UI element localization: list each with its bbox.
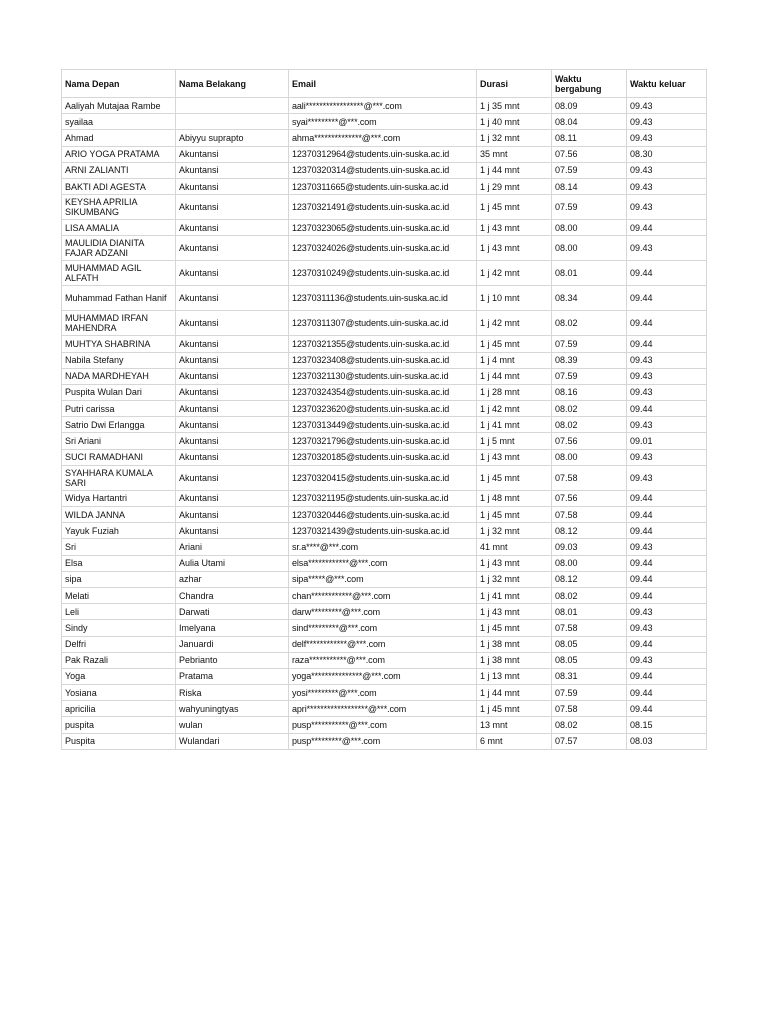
last-name-cell: Pratama bbox=[176, 668, 289, 684]
attendance-sheet bbox=[61, 69, 706, 750]
email-cell: 12370310249@students.uin-suska.ac.id bbox=[289, 261, 477, 286]
table-row bbox=[62, 130, 707, 146]
first-name-cell: sipa bbox=[62, 571, 176, 587]
join-time-cell: 08.34 bbox=[552, 286, 627, 311]
leave-time-cell: 09.44 bbox=[627, 286, 707, 311]
table-row bbox=[62, 98, 707, 114]
first-name-cell: Puspita Wulan Dari bbox=[62, 384, 176, 400]
header-join-time: Waktu bergabung bbox=[552, 70, 627, 98]
last-name-cell: Darwati bbox=[176, 604, 289, 620]
header-row bbox=[62, 70, 707, 98]
first-name-cell: MUHAMMAD IRFAN MAHENDRA bbox=[62, 311, 176, 336]
leave-time-cell: 09.43 bbox=[627, 539, 707, 555]
duration-cell: 1 j 44 mnt bbox=[477, 162, 552, 178]
join-time-cell: 07.56 bbox=[552, 433, 627, 449]
duration-cell: 1 j 29 mnt bbox=[477, 178, 552, 194]
last-name-cell bbox=[176, 114, 289, 130]
join-time-cell: 08.04 bbox=[552, 114, 627, 130]
table-row bbox=[62, 261, 707, 286]
first-name-cell: SUCI RAMADHANI bbox=[62, 449, 176, 465]
first-name-cell: MUHTYA SHABRINA bbox=[62, 336, 176, 352]
leave-time-cell: 08.15 bbox=[627, 717, 707, 733]
leave-time-cell: 09.43 bbox=[627, 98, 707, 114]
first-name-cell: MUHAMMAD AGIL ALFATH bbox=[62, 261, 176, 286]
last-name-cell: Akuntansi bbox=[176, 162, 289, 178]
leave-time-cell: 09.44 bbox=[627, 490, 707, 506]
join-time-cell: 08.02 bbox=[552, 311, 627, 336]
join-time-cell: 07.56 bbox=[552, 490, 627, 506]
table-row bbox=[62, 336, 707, 352]
join-time-cell: 08.00 bbox=[552, 220, 627, 236]
join-time-cell: 07.57 bbox=[552, 733, 627, 749]
last-name-cell: Akuntansi bbox=[176, 465, 289, 490]
table-row bbox=[62, 384, 707, 400]
duration-cell: 35 mnt bbox=[477, 146, 552, 162]
leave-time-cell: 09.44 bbox=[627, 311, 707, 336]
leave-time-cell: 09.43 bbox=[627, 352, 707, 368]
first-name-cell: Sri Ariani bbox=[62, 433, 176, 449]
leave-time-cell: 09.43 bbox=[627, 417, 707, 433]
join-time-cell: 08.31 bbox=[552, 668, 627, 684]
leave-time-cell: 09.44 bbox=[627, 336, 707, 352]
last-name-cell: Akuntansi bbox=[176, 311, 289, 336]
leave-time-cell: 09.44 bbox=[627, 507, 707, 523]
leave-time-cell: 09.44 bbox=[627, 636, 707, 652]
last-name-cell: Akuntansi bbox=[176, 261, 289, 286]
first-name-cell: Leli bbox=[62, 604, 176, 620]
last-name-cell: Akuntansi bbox=[176, 490, 289, 506]
join-time-cell: 08.02 bbox=[552, 401, 627, 417]
leave-time-cell: 09.44 bbox=[627, 401, 707, 417]
duration-cell: 1 j 45 mnt bbox=[477, 465, 552, 490]
table-row bbox=[62, 352, 707, 368]
table-row bbox=[62, 490, 707, 506]
email-cell: 12370321439@students.uin-suska.ac.id bbox=[289, 523, 477, 539]
last-name-cell: Akuntansi bbox=[176, 449, 289, 465]
last-name-cell: Akuntansi bbox=[176, 146, 289, 162]
join-time-cell: 07.58 bbox=[552, 507, 627, 523]
leave-time-cell: 09.43 bbox=[627, 384, 707, 400]
last-name-cell: Chandra bbox=[176, 587, 289, 603]
table-row bbox=[62, 668, 707, 684]
table-row bbox=[62, 636, 707, 652]
leave-time-cell: 09.43 bbox=[627, 604, 707, 620]
duration-cell: 1 j 38 mnt bbox=[477, 652, 552, 668]
last-name-cell: Akuntansi bbox=[176, 401, 289, 417]
last-name-cell: wahyuningtyas bbox=[176, 701, 289, 717]
duration-cell: 1 j 4 mnt bbox=[477, 352, 552, 368]
email-cell: pusp***********@***.com bbox=[289, 717, 477, 733]
join-time-cell: 09.03 bbox=[552, 539, 627, 555]
join-time-cell: 08.11 bbox=[552, 130, 627, 146]
table-row bbox=[62, 368, 707, 384]
join-time-cell: 07.59 bbox=[552, 162, 627, 178]
first-name-cell: Pak Razali bbox=[62, 652, 176, 668]
leave-time-cell: 09.43 bbox=[627, 130, 707, 146]
first-name-cell: Satrio Dwi Erlangga bbox=[62, 417, 176, 433]
email-cell: 12370323408@students.uin-suska.ac.id bbox=[289, 352, 477, 368]
leave-time-cell: 09.43 bbox=[627, 195, 707, 220]
duration-cell: 1 j 5 mnt bbox=[477, 433, 552, 449]
email-cell: darw*********@***.com bbox=[289, 604, 477, 620]
table-row bbox=[62, 114, 707, 130]
duration-cell: 1 j 44 mnt bbox=[477, 685, 552, 701]
last-name-cell: Riska bbox=[176, 685, 289, 701]
table-row bbox=[62, 417, 707, 433]
email-cell: 12370321491@students.uin-suska.ac.id bbox=[289, 195, 477, 220]
join-time-cell: 07.59 bbox=[552, 336, 627, 352]
first-name-cell: Putri carissa bbox=[62, 401, 176, 417]
leave-time-cell: 08.30 bbox=[627, 146, 707, 162]
join-time-cell: 08.02 bbox=[552, 717, 627, 733]
leave-time-cell: 09.44 bbox=[627, 587, 707, 603]
first-name-cell: Nabila Stefany bbox=[62, 352, 176, 368]
leave-time-cell: 09.43 bbox=[627, 465, 707, 490]
header-email: Email bbox=[289, 70, 477, 98]
last-name-cell: Januardi bbox=[176, 636, 289, 652]
table-row bbox=[62, 685, 707, 701]
table-row bbox=[62, 146, 707, 162]
table-row bbox=[62, 523, 707, 539]
join-time-cell: 07.58 bbox=[552, 465, 627, 490]
email-cell: raza***********@***.com bbox=[289, 652, 477, 668]
last-name-cell: Akuntansi bbox=[176, 433, 289, 449]
table-header bbox=[62, 70, 707, 98]
duration-cell: 1 j 45 mnt bbox=[477, 620, 552, 636]
table-row bbox=[62, 178, 707, 194]
first-name-cell: apricilia bbox=[62, 701, 176, 717]
duration-cell: 1 j 35 mnt bbox=[477, 98, 552, 114]
duration-cell: 41 mnt bbox=[477, 539, 552, 555]
email-cell: 12370312964@students.uin-suska.ac.id bbox=[289, 146, 477, 162]
header-leave-time: Waktu keluar bbox=[627, 70, 707, 98]
last-name-cell: azhar bbox=[176, 571, 289, 587]
last-name-cell: Akuntansi bbox=[176, 195, 289, 220]
table-row bbox=[62, 587, 707, 603]
email-cell: 12370311665@students.uin-suska.ac.id bbox=[289, 178, 477, 194]
join-time-cell: 08.02 bbox=[552, 587, 627, 603]
duration-cell: 1 j 43 mnt bbox=[477, 220, 552, 236]
duration-cell: 1 j 42 mnt bbox=[477, 261, 552, 286]
email-cell: 12370311136@students.uin-suska.ac.id bbox=[289, 286, 477, 311]
email-cell: aali*****************@***.com bbox=[289, 98, 477, 114]
duration-cell: 1 j 41 mnt bbox=[477, 417, 552, 433]
email-cell: sipa*****@***.com bbox=[289, 571, 477, 587]
join-time-cell: 08.00 bbox=[552, 555, 627, 571]
email-cell: 12370311307@students.uin-suska.ac.id bbox=[289, 311, 477, 336]
last-name-cell: Akuntansi bbox=[176, 507, 289, 523]
join-time-cell: 08.01 bbox=[552, 604, 627, 620]
join-time-cell: 08.01 bbox=[552, 261, 627, 286]
join-time-cell: 08.02 bbox=[552, 417, 627, 433]
leave-time-cell: 09.44 bbox=[627, 571, 707, 587]
leave-time-cell: 09.43 bbox=[627, 652, 707, 668]
table-row bbox=[62, 449, 707, 465]
last-name-cell: Akuntansi bbox=[176, 236, 289, 261]
first-name-cell: Elsa bbox=[62, 555, 176, 571]
table-row bbox=[62, 195, 707, 220]
duration-cell: 6 mnt bbox=[477, 733, 552, 749]
first-name-cell: SYAHHARA KUMALA SARI bbox=[62, 465, 176, 490]
leave-time-cell: 09.44 bbox=[627, 701, 707, 717]
header-duration: Durasi bbox=[477, 70, 552, 98]
join-time-cell: 08.05 bbox=[552, 636, 627, 652]
duration-cell: 1 j 43 mnt bbox=[477, 236, 552, 261]
last-name-cell: Akuntansi bbox=[176, 178, 289, 194]
email-cell: apri******************@***.com bbox=[289, 701, 477, 717]
first-name-cell: Yoga bbox=[62, 668, 176, 684]
first-name-cell: Delfri bbox=[62, 636, 176, 652]
first-name-cell: syailaa bbox=[62, 114, 176, 130]
join-time-cell: 08.05 bbox=[552, 652, 627, 668]
last-name-cell: Akuntansi bbox=[176, 352, 289, 368]
first-name-cell: Widya Hartantri bbox=[62, 490, 176, 506]
last-name-cell: Imelyana bbox=[176, 620, 289, 636]
join-time-cell: 08.39 bbox=[552, 352, 627, 368]
email-cell: 12370321130@students.uin-suska.ac.id bbox=[289, 368, 477, 384]
join-time-cell: 07.59 bbox=[552, 195, 627, 220]
email-cell: 12370320185@students.uin-suska.ac.id bbox=[289, 449, 477, 465]
duration-cell: 1 j 45 mnt bbox=[477, 701, 552, 717]
duration-cell: 1 j 43 mnt bbox=[477, 604, 552, 620]
email-cell: 12370321195@students.uin-suska.ac.id bbox=[289, 490, 477, 506]
first-name-cell: Sri bbox=[62, 539, 176, 555]
last-name-cell bbox=[176, 98, 289, 114]
table-row bbox=[62, 220, 707, 236]
join-time-cell: 07.59 bbox=[552, 685, 627, 701]
duration-cell: 1 j 42 mnt bbox=[477, 311, 552, 336]
email-cell: 12370321796@students.uin-suska.ac.id bbox=[289, 433, 477, 449]
table-row bbox=[62, 620, 707, 636]
leave-time-cell: 09.01 bbox=[627, 433, 707, 449]
join-time-cell: 08.14 bbox=[552, 178, 627, 194]
duration-cell: 1 j 40 mnt bbox=[477, 114, 552, 130]
first-name-cell: LISA AMALIA bbox=[62, 220, 176, 236]
leave-time-cell: 09.43 bbox=[627, 162, 707, 178]
table-row bbox=[62, 286, 707, 311]
table-row bbox=[62, 236, 707, 261]
leave-time-cell: 09.44 bbox=[627, 261, 707, 286]
table-row bbox=[62, 539, 707, 555]
email-cell: 12370320314@students.uin-suska.ac.id bbox=[289, 162, 477, 178]
duration-cell: 1 j 13 mnt bbox=[477, 668, 552, 684]
table-row bbox=[62, 401, 707, 417]
table-row bbox=[62, 717, 707, 733]
email-cell: ahma**************@***.com bbox=[289, 130, 477, 146]
leave-time-cell: 09.43 bbox=[627, 236, 707, 261]
leave-time-cell: 08.03 bbox=[627, 733, 707, 749]
duration-cell: 1 j 28 mnt bbox=[477, 384, 552, 400]
email-cell: delf************@***.com bbox=[289, 636, 477, 652]
first-name-cell: Yosiana bbox=[62, 685, 176, 701]
join-time-cell: 07.56 bbox=[552, 146, 627, 162]
table-row bbox=[62, 733, 707, 749]
first-name-cell: ARIO YOGA PRATAMA bbox=[62, 146, 176, 162]
last-name-cell: Akuntansi bbox=[176, 286, 289, 311]
last-name-cell: wulan bbox=[176, 717, 289, 733]
last-name-cell: Akuntansi bbox=[176, 417, 289, 433]
first-name-cell: Puspita bbox=[62, 733, 176, 749]
leave-time-cell: 09.43 bbox=[627, 114, 707, 130]
leave-time-cell: 09.43 bbox=[627, 368, 707, 384]
last-name-cell: Pebrianto bbox=[176, 652, 289, 668]
last-name-cell: Akuntansi bbox=[176, 368, 289, 384]
duration-cell: 1 j 45 mnt bbox=[477, 507, 552, 523]
first-name-cell: WILDA JANNA bbox=[62, 507, 176, 523]
first-name-cell: Yayuk Fuziah bbox=[62, 523, 176, 539]
email-cell: sr.a****@***.com bbox=[289, 539, 477, 555]
email-cell: yosi*********@***.com bbox=[289, 685, 477, 701]
join-time-cell: 07.58 bbox=[552, 701, 627, 717]
last-name-cell: Akuntansi bbox=[176, 220, 289, 236]
leave-time-cell: 09.44 bbox=[627, 220, 707, 236]
duration-cell: 1 j 32 mnt bbox=[477, 130, 552, 146]
duration-cell: 1 j 42 mnt bbox=[477, 401, 552, 417]
email-cell: pusp*********@***.com bbox=[289, 733, 477, 749]
first-name-cell: Sindy bbox=[62, 620, 176, 636]
last-name-cell: Akuntansi bbox=[176, 384, 289, 400]
email-cell: sind*********@***.com bbox=[289, 620, 477, 636]
first-name-cell: Melati bbox=[62, 587, 176, 603]
leave-time-cell: 09.44 bbox=[627, 555, 707, 571]
last-name-cell: Ariani bbox=[176, 539, 289, 555]
table-row bbox=[62, 162, 707, 178]
join-time-cell: 07.59 bbox=[552, 368, 627, 384]
leave-time-cell: 09.43 bbox=[627, 178, 707, 194]
email-cell: 12370313449@students.uin-suska.ac.id bbox=[289, 417, 477, 433]
join-time-cell: 08.16 bbox=[552, 384, 627, 400]
email-cell: 12370323065@students.uin-suska.ac.id bbox=[289, 220, 477, 236]
first-name-cell: puspita bbox=[62, 717, 176, 733]
duration-cell: 1 j 45 mnt bbox=[477, 336, 552, 352]
leave-time-cell: 09.43 bbox=[627, 620, 707, 636]
duration-cell: 1 j 43 mnt bbox=[477, 555, 552, 571]
email-cell: 12370320446@students.uin-suska.ac.id bbox=[289, 507, 477, 523]
table-row bbox=[62, 507, 707, 523]
duration-cell: 1 j 43 mnt bbox=[477, 449, 552, 465]
duration-cell: 1 j 41 mnt bbox=[477, 587, 552, 603]
table-body bbox=[62, 98, 707, 750]
table-row bbox=[62, 652, 707, 668]
table-row bbox=[62, 701, 707, 717]
first-name-cell: KEYSHA APRILIA SIKUMBANG bbox=[62, 195, 176, 220]
join-time-cell: 07.58 bbox=[552, 620, 627, 636]
duration-cell: 1 j 32 mnt bbox=[477, 523, 552, 539]
join-time-cell: 08.00 bbox=[552, 236, 627, 261]
duration-cell: 1 j 45 mnt bbox=[477, 195, 552, 220]
email-cell: elsa************@***.com bbox=[289, 555, 477, 571]
join-time-cell: 08.12 bbox=[552, 571, 627, 587]
header-first-name: Nama Depan bbox=[62, 70, 176, 98]
duration-cell: 13 mnt bbox=[477, 717, 552, 733]
join-time-cell: 08.00 bbox=[552, 449, 627, 465]
first-name-cell: Muhammad Fathan Hanif bbox=[62, 286, 176, 311]
duration-cell: 1 j 48 mnt bbox=[477, 490, 552, 506]
email-cell: 12370321355@students.uin-suska.ac.id bbox=[289, 336, 477, 352]
table-row bbox=[62, 604, 707, 620]
leave-time-cell: 09.44 bbox=[627, 668, 707, 684]
leave-time-cell: 09.44 bbox=[627, 685, 707, 701]
table-row bbox=[62, 465, 707, 490]
duration-cell: 1 j 38 mnt bbox=[477, 636, 552, 652]
first-name-cell: NADA MARDHEYAH bbox=[62, 368, 176, 384]
first-name-cell: MAULIDIA DIANITA FAJAR ADZANI bbox=[62, 236, 176, 261]
duration-cell: 1 j 32 mnt bbox=[477, 571, 552, 587]
duration-cell: 1 j 10 mnt bbox=[477, 286, 552, 311]
first-name-cell: BAKTI ADI AGESTA bbox=[62, 178, 176, 194]
email-cell: chan************@***.com bbox=[289, 587, 477, 603]
header-last-name: Nama Belakang bbox=[176, 70, 289, 98]
email-cell: yoga***************@***.com bbox=[289, 668, 477, 684]
last-name-cell: Akuntansi bbox=[176, 336, 289, 352]
email-cell: 12370324026@students.uin-suska.ac.id bbox=[289, 236, 477, 261]
last-name-cell: Abiyyu suprapto bbox=[176, 130, 289, 146]
attendance-table bbox=[61, 69, 707, 750]
join-time-cell: 08.12 bbox=[552, 523, 627, 539]
leave-time-cell: 09.43 bbox=[627, 449, 707, 465]
first-name-cell: Ahmad bbox=[62, 130, 176, 146]
email-cell: syai*********@***.com bbox=[289, 114, 477, 130]
first-name-cell: ARNI ZALIANTI bbox=[62, 162, 176, 178]
email-cell: 12370323620@students.uin-suska.ac.id bbox=[289, 401, 477, 417]
table-row bbox=[62, 571, 707, 587]
email-cell: 12370320415@students.uin-suska.ac.id bbox=[289, 465, 477, 490]
last-name-cell: Wulandari bbox=[176, 733, 289, 749]
email-cell: 12370324354@students.uin-suska.ac.id bbox=[289, 384, 477, 400]
table-row bbox=[62, 555, 707, 571]
leave-time-cell: 09.44 bbox=[627, 523, 707, 539]
last-name-cell: Akuntansi bbox=[176, 523, 289, 539]
table-row bbox=[62, 311, 707, 336]
join-time-cell: 08.09 bbox=[552, 98, 627, 114]
last-name-cell: Aulia Utami bbox=[176, 555, 289, 571]
first-name-cell: Aaliyah Mutajaa Rambe bbox=[62, 98, 176, 114]
table-row bbox=[62, 433, 707, 449]
duration-cell: 1 j 44 mnt bbox=[477, 368, 552, 384]
